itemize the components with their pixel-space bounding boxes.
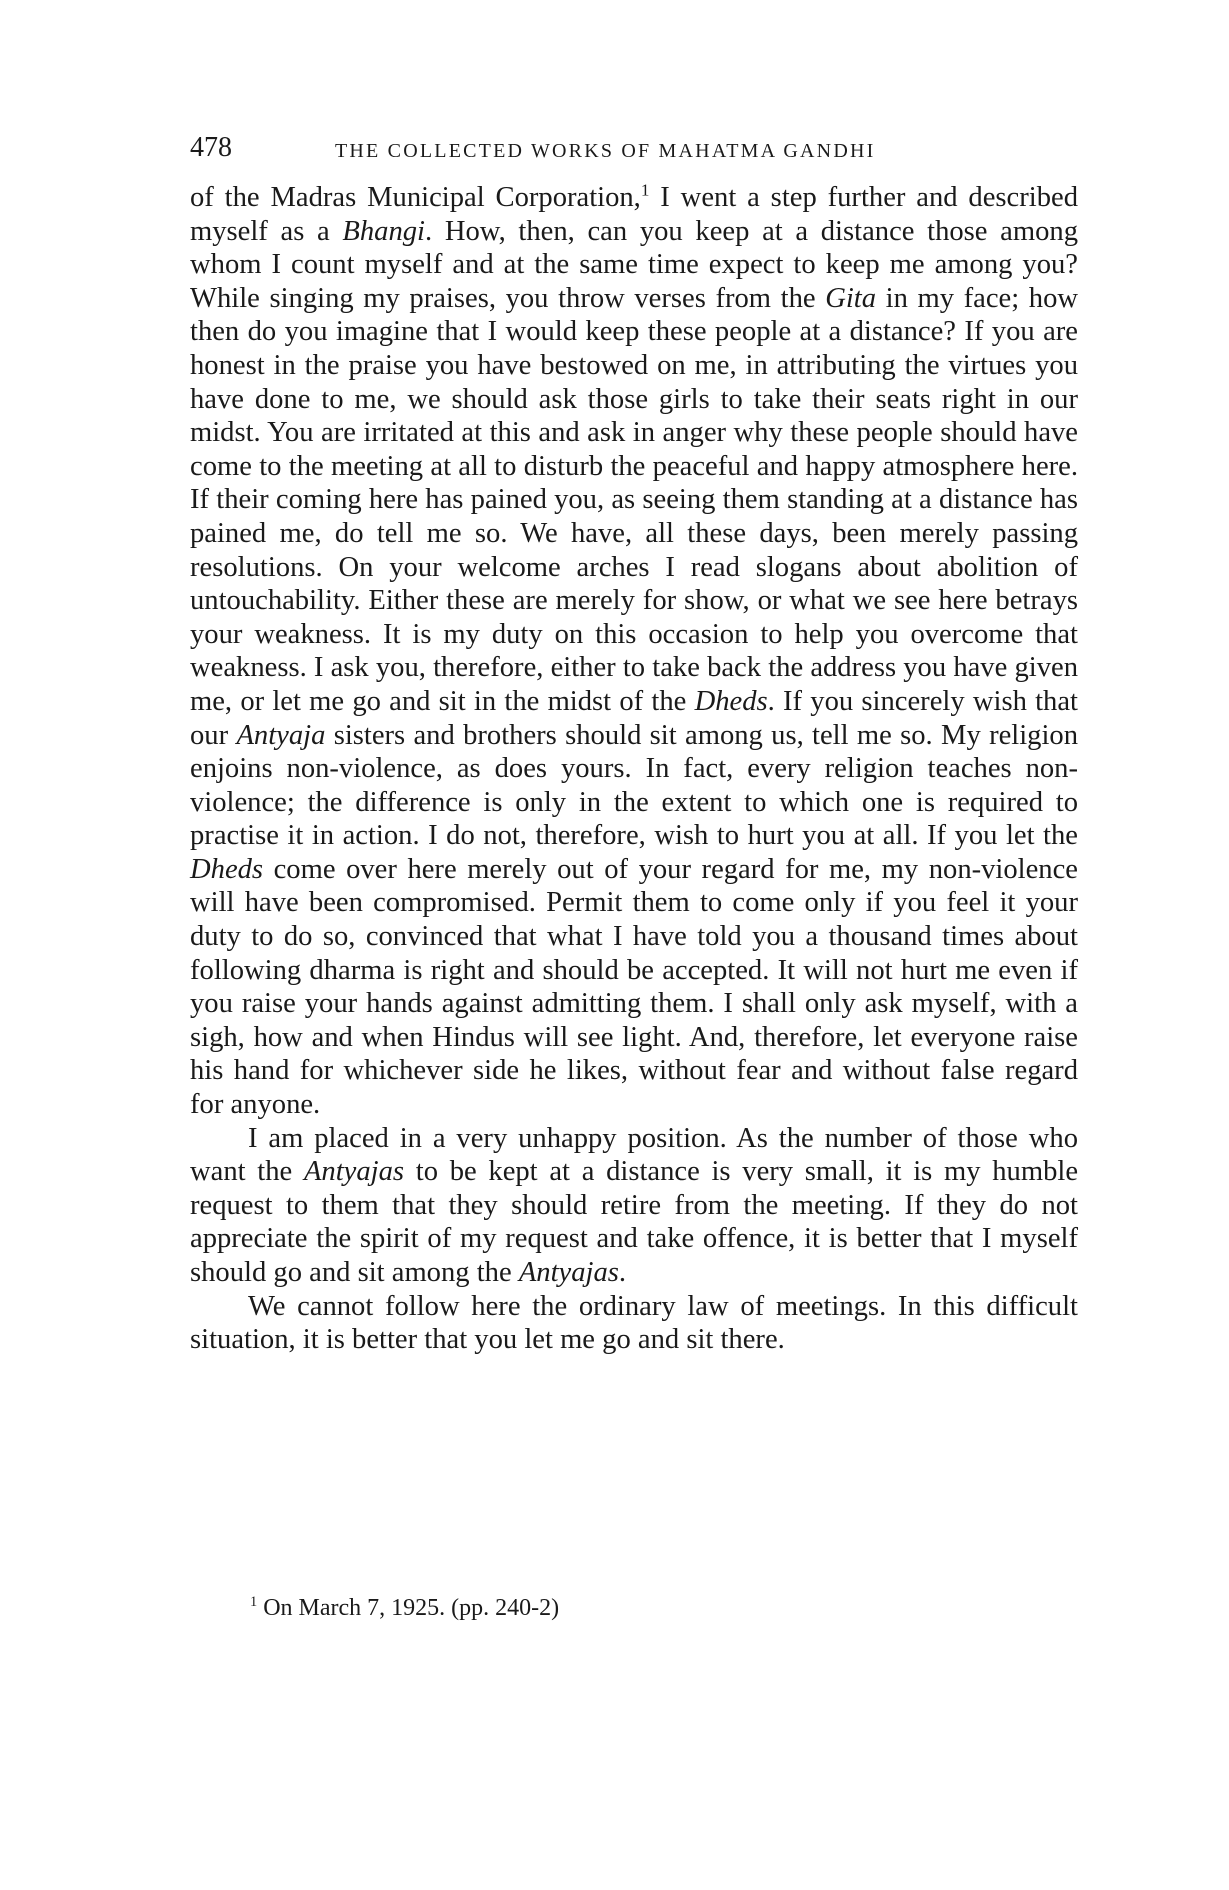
italic-term: Bhangi	[342, 215, 425, 247]
paragraph	[190, 181, 1078, 1122]
italic-term: Gita	[825, 282, 877, 314]
footnote-marker: 1	[250, 1594, 258, 1610]
italic-term: Antyajas	[303, 1156, 405, 1188]
running-head: THE COLLECTED WORKS OF MAHATMA GANDHI	[335, 140, 876, 162]
italic-term: Dheds	[694, 685, 768, 717]
text-run: in my face; how then do you imagine that I would keep these people at a distance? If you are honest in the praise you have bestowed on me, in attributing the virtues you have done to me, we should ask those girls to take their seats right in our midst. You are irritated at this and ask in anger why these people should have come to the meeting at all to disturb the peaceful and happy atmosphere here. If their coming here has pained you, as seeing them standing at a distance has pained me, do tell me so. We have, all these days, been merely passing resolutions. On your welcome arches I read slogans about abolition of untouchability. Either these are merely for show, or what we see here betrays your weakness. It is my duty on this occasion to help you overcome that weakness. I ask you, therefore, either to take back the address you have given me, or let me go and sit in the midst of the	[190, 282, 1079, 717]
text-run: I am placed in a very unhappy position. As the number of those who want the	[190, 1122, 1078, 1188]
text-run: I went a step further and described myself as a	[190, 182, 1078, 247]
italic-term: Dheds	[190, 853, 264, 885]
text-run: . How, then, can you keep at a distance those among whom I count myself and at the same time expect to keep me among you? While singing my praises, you throw verses from the	[190, 215, 1078, 314]
text-run: . If you sincerely wish that our	[190, 685, 1078, 751]
text-run: of the Madras Municipal Corporation,	[190, 182, 641, 213]
text-run: We cannot follow here the ordinary law of meetings. In this difficult situation, it is better that you let me go and sit there.	[190, 1290, 1078, 1356]
paragraph	[190, 1122, 1078, 1290]
footnote	[250, 1593, 559, 1623]
page-header	[190, 130, 1078, 166]
paragraph	[190, 1290, 1078, 1357]
footnote-text: On March 7, 1925. (pp. 240-2)	[257, 1595, 560, 1621]
text-run: to be kept at a distance is very small, it is my humble request to them that they should retire from the meeting. If they do not appreciate the spirit of my request and take offence, it is better that I myself should go and sit among the	[190, 1156, 1079, 1288]
italic-term: Antyaja	[236, 719, 326, 751]
text-run: come over here merely out of your regard for me, my non-violence will have been compromised. Permit them to come only if you feel it your duty to do so, convinced that what I have told you a thousand times about following dharma is right and should be accepted. It will not hurt me even if you raise your hands against admitting them. I shall only ask myself, with a sigh, how and when Hindus will see light. And, therefore, let everyone raise his hand for whichever side he likes, without fear and without false regard for anyone.	[190, 853, 1078, 1121]
text-run: sisters and brothers should sit among us, tell me so. My religion enjoins non-violence, as does yours. In fact, every religion teaches non-violence; the difference is only in the extent to which one is required to practise it in action. I do not, therefore, wish to hurt you at all. If you let the	[190, 719, 1079, 852]
body-text	[190, 181, 1078, 1357]
italic-term: Antyajas	[518, 1257, 619, 1288]
text-run: .	[618, 1257, 627, 1288]
page-number: 478	[190, 132, 232, 163]
footnote-reference: 1	[640, 180, 650, 200]
